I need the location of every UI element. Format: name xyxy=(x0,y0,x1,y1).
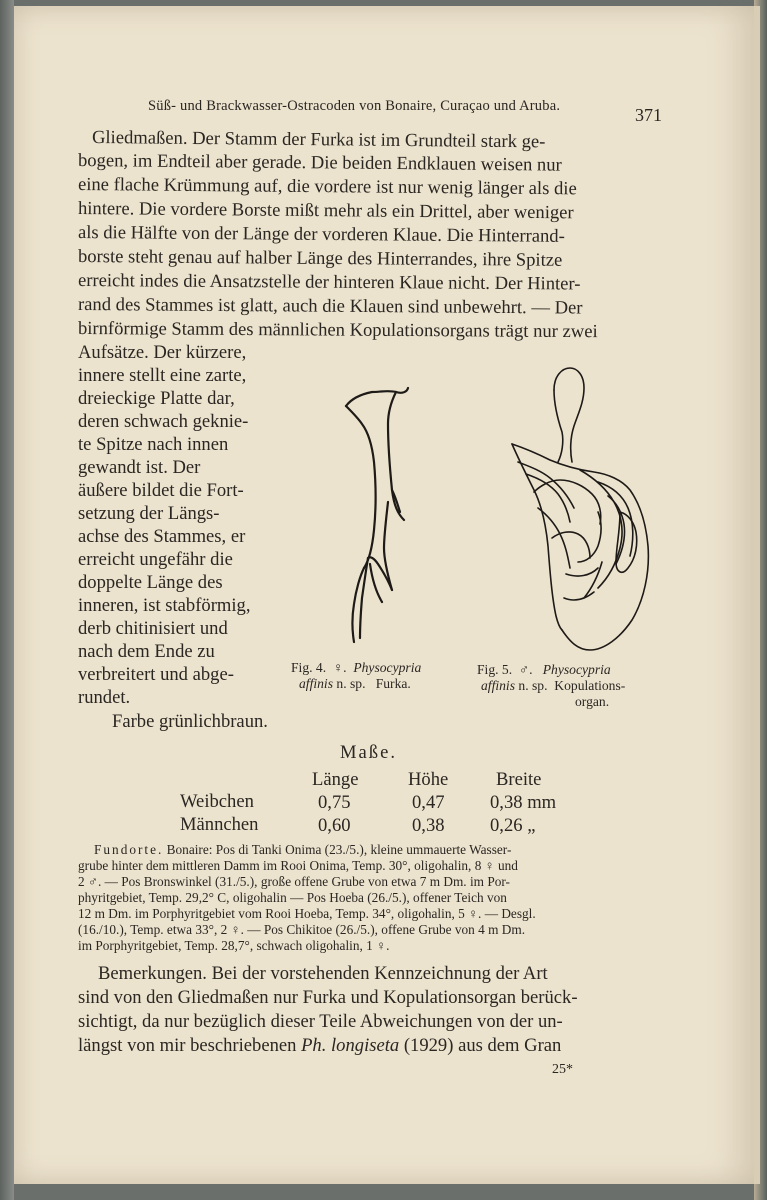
remarks-line xyxy=(78,1035,561,1057)
figure-5-caption xyxy=(477,662,677,710)
fig4-sex: ♀. xyxy=(332,660,347,675)
fig5-genus: Physocypria xyxy=(542,662,611,677)
fundorte-line xyxy=(94,842,511,857)
measures-row-label: Weibchen xyxy=(180,791,254,812)
remarks-species-name: Ph. longiseta xyxy=(301,1035,400,1056)
figure-4-furca-drawing xyxy=(332,380,422,645)
body-narrow-line: gewandt ist. Der xyxy=(78,457,201,478)
body-narrow-line: doppelte Länge des xyxy=(78,572,223,593)
body-narrow-line: setzung der Längs- xyxy=(78,503,220,524)
body-narrow-line: Aufsätze. Der kürzere, xyxy=(78,342,247,363)
measures-cell: 0,75 xyxy=(318,792,351,813)
body-narrow-line: innere stellt eine zarte, xyxy=(78,365,247,386)
body-line: als die Hälfte von der Länge der vorderen Klaue. Die Hinterrand- xyxy=(77,222,565,247)
body-line: birnförmige Stamm des männlichen Kopulationsorgans trägt nur zwei xyxy=(77,318,598,343)
fundorte-line: 12 m Dm. im Porphyritgebiet vom Rooi Hoeba, Temp. 34°, oligohalin, 5 ♀. — Desgl. xyxy=(78,906,536,921)
body-narrow-line: te Spitze nach innen xyxy=(78,434,229,455)
body-narrow-line: dreieckige Platte dar, xyxy=(78,388,235,409)
body-line: erreicht indes die Ansatzstelle der hinteren Klaue nicht. Der Hinter- xyxy=(77,270,581,295)
remarks-text: Bemerkungen. Bei der vorstehenden Kennzeichnung der Art xyxy=(98,963,548,984)
body-narrow-line: äußere bildet die Fort- xyxy=(78,480,244,501)
body-line: borste steht genau auf halber Länge des Hinterrandes, ihre Spitze xyxy=(77,246,563,271)
measures-cell: 0,38 mm xyxy=(490,792,557,813)
measures-cell: 0,60 xyxy=(318,815,351,836)
fundorte-line: grube hinter dem mittleren Damm im Rooi Onima, Temp. 30°, oligohalin, 8 ♀ und xyxy=(78,858,518,873)
measures-cell: 0,26 „ xyxy=(490,815,536,836)
fig5-part2: organ. xyxy=(575,694,610,709)
fig4-label: Fig. 4. xyxy=(291,660,327,675)
page-number: 371 xyxy=(635,105,662,125)
fig5-sex: ♂. xyxy=(518,662,533,677)
fig4-genus: Physocypria xyxy=(353,660,422,675)
remarks-text: sind von den Gliedmaßen nur Furka und Kopulationsorgan berück- xyxy=(78,987,578,1008)
fundorte-heading: Fundorte. xyxy=(94,842,164,857)
fig4-rest: n. sp. xyxy=(336,676,366,691)
body-narrow-line: derb chitinisiert und xyxy=(78,618,228,639)
measures-cell: 0,38 xyxy=(412,815,445,836)
body-narrow-line: inneren, ist stabförmig, xyxy=(78,595,251,616)
remarks-text: längst von mir beschriebenen xyxy=(78,1035,302,1056)
body-narrow-line: rundet. xyxy=(78,687,131,708)
body-line: rand des Stammes ist glatt, auch die Klauen sind unbewehrt. — Der xyxy=(77,294,583,319)
measures-col-laenge: Länge xyxy=(312,769,359,790)
book-spine-left xyxy=(0,0,14,1200)
remarks-text: (1929) aus dem Gran xyxy=(399,1035,562,1056)
fig5-label: Fig. 5. xyxy=(477,662,513,677)
body-line: Gliedmaßen. Der Stamm der Furka ist im Grundteil stark ge- xyxy=(91,127,546,153)
remarks-line xyxy=(78,987,578,1009)
figure-5-copulatory-organ-drawing xyxy=(498,362,658,654)
book-page xyxy=(14,6,760,1184)
measures-row-label: Männchen xyxy=(180,814,259,835)
body-narrow-line: verbreitert und abge- xyxy=(78,664,234,685)
fig5-part: Kopulations- xyxy=(554,678,626,693)
fig5-rest: n. sp. xyxy=(518,678,548,693)
figure-4-caption xyxy=(291,660,479,692)
fundorte-line: 2 ♂. — Pos Bronswinkel (31./5.), große offene Grube von etwa 7 m Dm. im Por- xyxy=(78,874,510,889)
body-line: eine flache Krümmung auf, die vordere ist nur wenig länger als die xyxy=(77,174,577,200)
fig5-species: affinis xyxy=(481,678,515,693)
fig4-part: Furka. xyxy=(375,676,411,691)
body-narrow-line: erreicht ungefähr die xyxy=(78,549,233,570)
remarks-line xyxy=(78,1011,563,1033)
fundorte-line: im Porphyritgebiet, Temp. 28,7°, schwach oligohalin, 1 ♀. xyxy=(78,938,390,953)
fig4-species: affinis xyxy=(299,676,333,691)
body-line: hintere. Die vordere Borste mißt mehr als ein Drittel, aber weniger xyxy=(77,198,574,224)
signature-mark: 25* xyxy=(552,1062,573,1077)
remarks-text: sichtigt, da nur bezüglich dieser Teile Abweichungen von der un- xyxy=(78,1011,563,1032)
measures-title: Maße. xyxy=(340,742,397,763)
running-header: Süß- und Brackwasser-Ostracoden von Bonaire, Curaçao und Aruba. xyxy=(148,98,561,114)
fundorte-text: Bonaire: Pos di Tanki Onima (23./5.), kleine ummauerte Wasser- xyxy=(163,842,512,857)
color-note: Farbe grünlichbraun. xyxy=(112,711,268,732)
body-line: bogen, im Endteil aber gerade. Die beiden Endklauen weisen nur xyxy=(77,150,562,176)
remarks-line xyxy=(98,963,548,985)
fundorte-line: phyritgebiet, Temp. 29,2° C, oligohalin — Pos Hoeba (26./5.), offener Teich von xyxy=(78,890,507,905)
measures-col-breite: Breite xyxy=(496,769,542,790)
body-narrow-line: achse des Stammes, er xyxy=(78,526,246,547)
body-narrow-line: deren schwach geknie- xyxy=(78,411,249,432)
measures-col-hoehe: Höhe xyxy=(408,769,449,790)
body-narrow-line: nach dem Ende zu xyxy=(78,641,215,662)
fundorte-line: (16./10.), Temp. etwa 33°, 2 ♀. — Pos Chikitoe (26./5.), offene Grube von 4 m Dm. xyxy=(78,922,526,937)
measures-cell: 0,47 xyxy=(412,792,445,813)
